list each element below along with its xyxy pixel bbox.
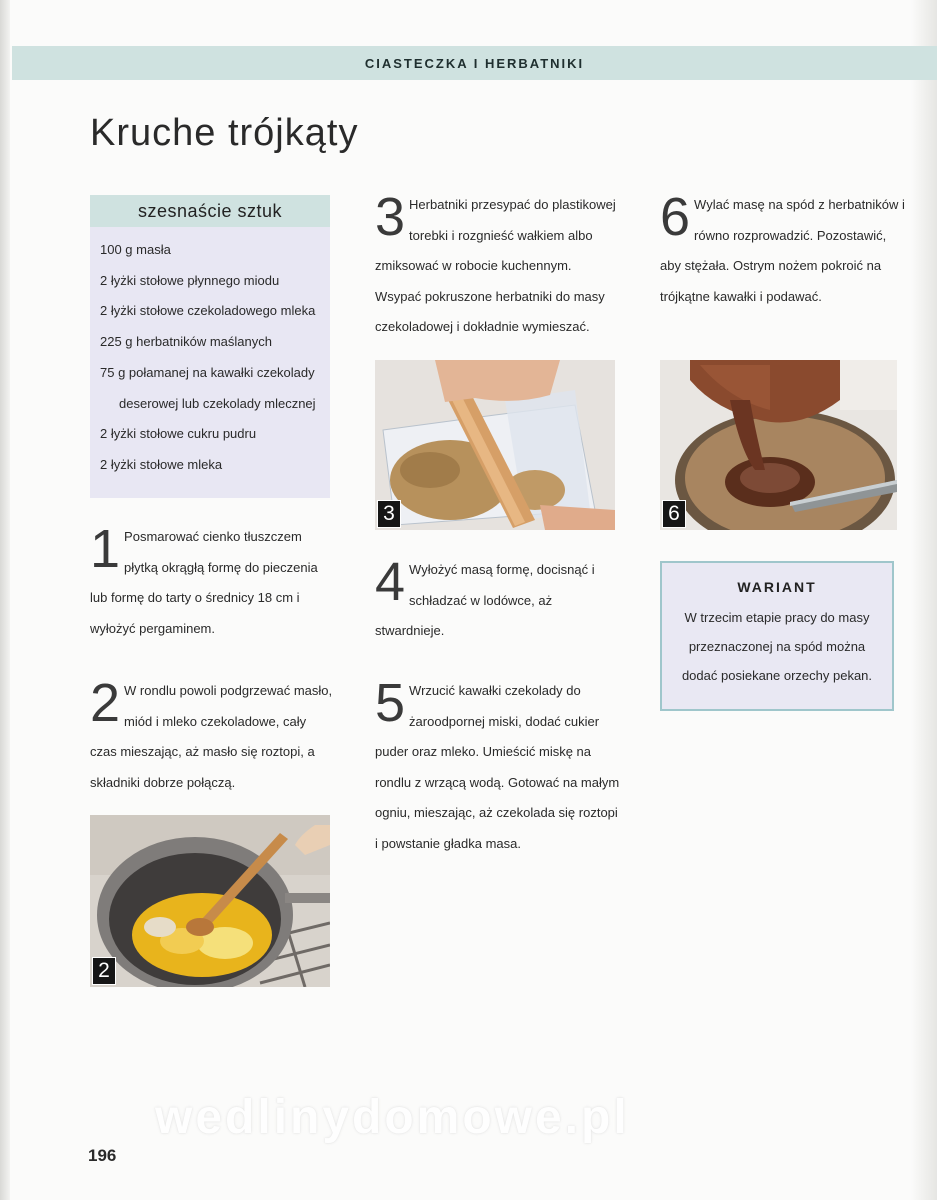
step-2 — [90, 673, 335, 798]
saucepan-illustration — [90, 815, 330, 987]
watermark: wedlinydomowe.pl — [155, 1091, 630, 1144]
step-number: 5 — [375, 673, 406, 733]
ingredient-item: 100 g masła — [100, 242, 171, 257]
step-number: 1 — [90, 519, 121, 579]
step-text: Herbatniki przesypać do plastikowej torebki i rozgnieść wałkiem albo zmiksować w robocie kuchennym. Wsypać pokruszone herbatniki do masy czekoladowej i dokładnie wymieszać. — [375, 197, 616, 334]
step-text: Wylać masę na spód z herbatników i równo rozprowadzić. Pozostawić, aby stężała. Ostrym nożem pokroić na trójkątne kawałki i podawać. — [660, 197, 905, 304]
recipe-title: Kruche trójkąty — [90, 112, 359, 154]
photo-saucepan — [90, 815, 330, 987]
servings-heading: szesnaście sztuk — [90, 195, 330, 227]
step-4 — [375, 552, 620, 647]
ingredient-item: 2 łyżki stołowe czekoladowego mleka — [100, 303, 316, 319]
photo-step-label: 6 — [662, 500, 686, 528]
variant-box — [660, 561, 894, 711]
step-5 — [375, 673, 620, 859]
rolling-pin-illustration — [375, 360, 615, 530]
ingredients-box — [90, 195, 330, 498]
ingredients-list — [90, 227, 330, 481]
ingredient-item: 2 łyżki stołowe mleka — [100, 456, 223, 472]
pouring-chocolate-illustration — [660, 360, 897, 530]
ingredient-continuation: deserowej lub czekolady mlecznej — [119, 395, 316, 411]
photo-pouring-chocolate — [660, 360, 897, 530]
variant-title: WARIANT — [737, 579, 817, 595]
ingredient-item: 225 g herbatników maślanych — [100, 334, 272, 350]
step-text: Posmarować cienko tłuszczem płytką okrągłą formę do pieczenia lub formę do tarty o średnicy 18 cm i wyłożyć pergaminem. — [90, 529, 318, 636]
photo-step-label: 3 — [377, 500, 401, 528]
photo-step-label: 2 — [92, 957, 116, 985]
step-number: 6 — [660, 187, 691, 247]
variant-text: W trzecim etapie pracy do masy przeznaczonej na spód można dodać posiekane orzechy pekan. — [681, 610, 873, 683]
ingredient-item: 75 g połamanej na kawałki czekolady — [100, 364, 315, 380]
step-6 — [660, 187, 905, 312]
step-3 — [375, 187, 620, 343]
section-title: CIASTECZKA I HERBATNIKI — [364, 55, 585, 71]
section-header-bar — [12, 46, 937, 80]
step-text: W rondlu powoli podgrzewać masło, miód i mleko czekoladowe, cały czas mieszając, aż masło się roztopi, a składniki dobrze połączą. — [90, 683, 333, 790]
photo-rolling-pin — [375, 360, 615, 530]
page-number: 196 — [88, 1146, 117, 1165]
step-text: Wrzucić kawałki czekolady do żaroodpornej miski, dodać cukier puder oraz mleko. Umieścić miskę na rondlu z wrzącą wodą. Gotować na małym ogniu, mieszając, aż czekolada się roztopi i powstanie gładka masa. — [375, 683, 620, 851]
ingredient-item-continued — [100, 389, 330, 420]
step-1 — [90, 519, 335, 644]
step-text: Wyłożyć masą formę, docisnąć i schładzać w lodówce, aż stwardnieje. — [375, 562, 595, 638]
ingredient-item: 2 łyżki stołowe cukru pudru — [100, 426, 257, 442]
step-number: 3 — [375, 187, 406, 247]
ingredient-item: 2 łyżki stołowe płynnego miodu — [100, 272, 280, 288]
step-number: 4 — [375, 552, 406, 612]
page-binding-edge — [0, 0, 10, 1200]
page-right-edge — [911, 0, 937, 1200]
step-number: 2 — [90, 673, 121, 733]
